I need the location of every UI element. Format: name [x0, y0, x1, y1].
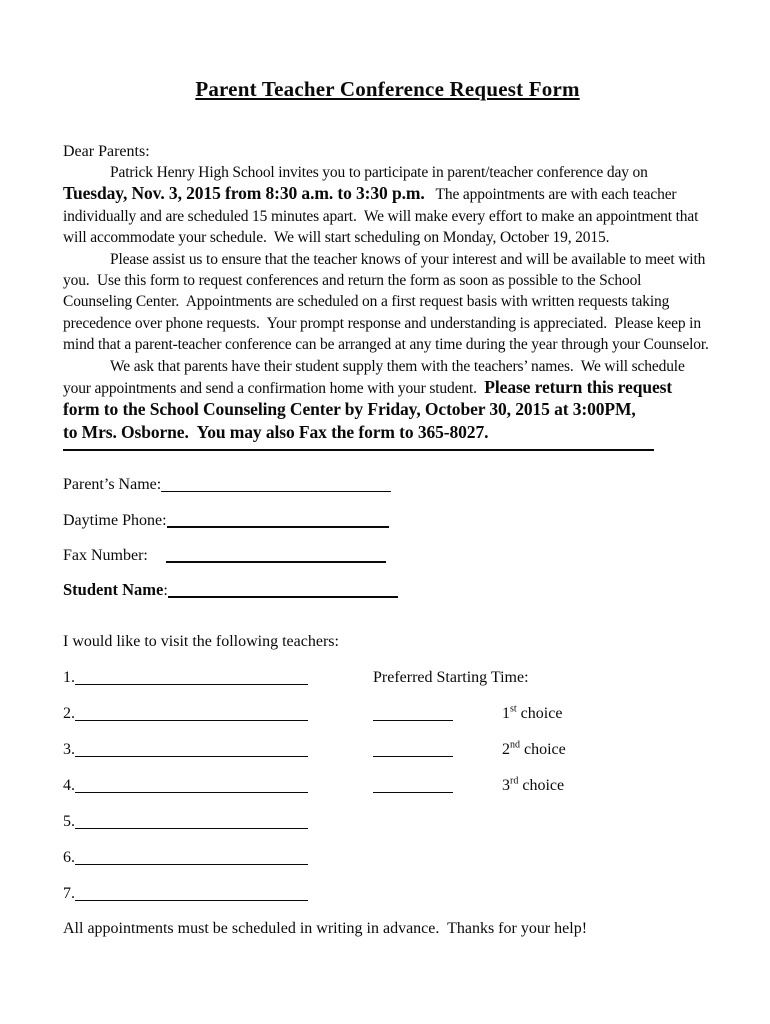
student-name-colon: :: [163, 582, 168, 600]
teacher-row-3: [63, 739, 712, 760]
teacher-name-line-1[interactable]: [75, 671, 308, 685]
teacher-number: 7.: [63, 885, 75, 903]
teacher-row-4: [63, 775, 712, 796]
teacher-number: 1.: [63, 669, 75, 687]
choice-ordinal-suffix: st: [510, 703, 517, 715]
fax-number-label: Fax Number:: [63, 547, 148, 565]
choice-ordinal-suffix: nd: [510, 739, 520, 751]
return-deadline-bold: Please return this request form to the School Counseling Center by Friday, October 30, 2015 at 3:00PM,: [63, 377, 677, 420]
return-text: We ask that parents have their student supply them with the teachers’ names. We will schedule your appointments and send a confirmation home with your student.: [63, 357, 689, 398]
section-divider: [63, 449, 654, 451]
teacher-row-2: [63, 703, 712, 724]
choice-ordinal: 3: [502, 777, 510, 795]
instructions-paragraph: Please assist us to ensure that the teacher knows of your interest and will be available to meet with you. Use this form to request conferences and return the form as soon as possible to the School Counseling Center. Appointments are scheduled on a first request basis with written requests taking precedence over phone requests. Your prompt response and understanding is appreciated. Please keep in mind that a parent-teacher conference can be arranged at any time during the year through your Counselor.: [63, 250, 709, 354]
daytime-phone-field: [63, 510, 712, 530]
teachers-prompt: I would like to visit the following teachers:: [63, 633, 339, 651]
third-choice-label: [502, 777, 564, 794]
fax-number-field: [63, 545, 712, 565]
teacher-row-7: [63, 883, 712, 904]
teacher-number: 2.: [63, 705, 75, 723]
student-name-line[interactable]: [168, 583, 398, 598]
form-title: Parent Teacher Conference Request Form: [195, 77, 580, 101]
second-choice-label: [502, 741, 566, 758]
preferred-time-line-1[interactable]: [373, 707, 453, 721]
teacher-name-line-3[interactable]: [75, 743, 308, 757]
parent-name-label: Parent’s Name:: [63, 476, 162, 494]
teacher-number: 5.: [63, 813, 75, 831]
choice-ordinal: 2: [502, 741, 510, 759]
teacher-row-1: [63, 667, 712, 688]
teacher-number: 4.: [63, 777, 75, 795]
intro-paragraph: [63, 162, 712, 249]
teacher-name-line-7[interactable]: [75, 887, 308, 901]
conference-date-bold: Tuesday, Nov. 3, 2015 from 8:30 a.m. to 3:30 p.m.: [63, 183, 425, 204]
daytime-phone-label: Daytime Phone:: [63, 512, 167, 530]
student-name-field: [63, 580, 712, 600]
teacher-name-line-2[interactable]: [75, 707, 308, 721]
teacher-name-line-4[interactable]: [75, 779, 308, 793]
teacher-name-line-5[interactable]: [75, 815, 308, 829]
teacher-name-line-6[interactable]: [75, 851, 308, 865]
teacher-row-6: [63, 847, 712, 868]
choice-word: choice: [520, 705, 563, 723]
intro-text: Patrick Henry High School invites you to participate in parent/teacher conference day on: [110, 164, 652, 181]
preferred-time-line-3[interactable]: [373, 779, 453, 793]
daytime-phone-line[interactable]: [167, 513, 389, 528]
return-fax-bold: to Mrs. Osborne. You may also Fax the form to 365-8027.: [63, 421, 489, 442]
teacher-row-5: [63, 811, 712, 832]
teacher-number: 6.: [63, 849, 75, 867]
preferred-starting-time-label: Preferred Starting Time:: [373, 669, 529, 687]
choice-word: choice: [524, 741, 566, 759]
choice-ordinal-suffix: rd: [510, 775, 519, 787]
salutation: Dear Parents:: [63, 143, 150, 160]
preferred-time-line-2[interactable]: [373, 743, 453, 757]
fax-number-line[interactable]: [166, 548, 386, 563]
parent-name-line[interactable]: [161, 478, 391, 492]
return-instructions-paragraph: [63, 356, 712, 445]
parent-name-field: [63, 475, 712, 495]
first-choice-label: [502, 705, 562, 722]
student-name-label: Student Name: [63, 580, 164, 600]
intro-text-continued: The appointments are with each teacher individually and are scheduled 15 minutes apart. We will make every effort to make an appointment that will accommodate your schedule. We will start scheduling on Monday, October 19, 2015.: [63, 186, 702, 247]
choice-word: choice: [522, 777, 565, 795]
choice-ordinal: 1: [502, 705, 510, 723]
footer-note: All appointments must be scheduled in writing in advance. Thanks for your help!: [63, 920, 588, 938]
teacher-number: 3.: [63, 741, 75, 759]
